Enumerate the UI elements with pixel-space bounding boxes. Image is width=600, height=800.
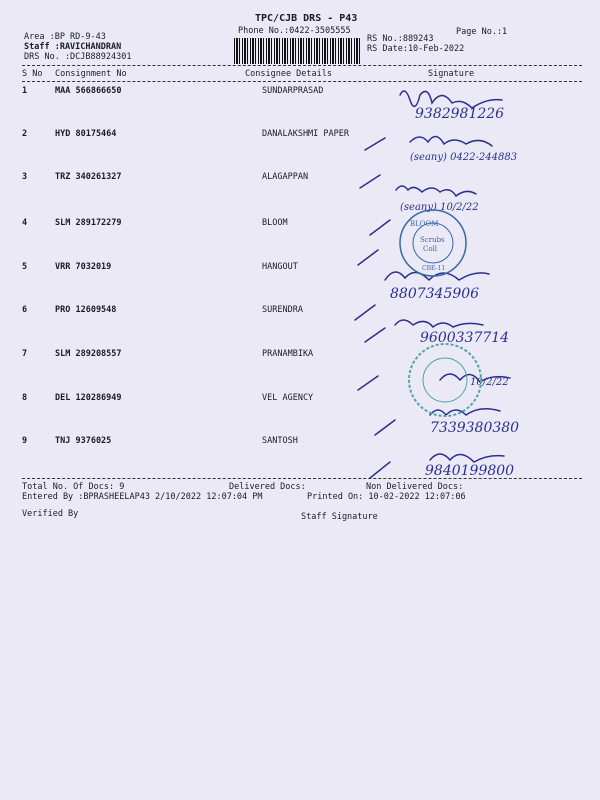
- stamp-text: Coll: [423, 245, 438, 253]
- col-sno: S No: [22, 69, 43, 79]
- row-sno: 7: [22, 349, 28, 359]
- row-sno: 4: [22, 218, 28, 228]
- row-sno: 9: [22, 436, 28, 446]
- stamp-text: BLOOM: [410, 220, 439, 228]
- handwritten-signatures: [330, 80, 600, 490]
- signature-text: 9382981226: [415, 106, 505, 122]
- non-delivered-docs: Non Delivered Docs:: [366, 482, 464, 492]
- page-number: Page No.:1: [456, 27, 508, 37]
- row-consignment: MAA 566866650: [55, 86, 122, 96]
- row-consignee: SURENDRA: [262, 305, 303, 315]
- row-consignment: SLM 289172279: [55, 218, 122, 228]
- rs-number: RS No.:889243: [367, 34, 434, 44]
- sheet-title: TPC/CJB DRS - P43: [255, 13, 358, 24]
- signature-text: (seany) 10/2/22: [400, 202, 479, 213]
- row-consignment: PRO 12609548: [55, 305, 117, 315]
- entered-by: Entered By :BPRASHEELAP43 2/10/2022 12:07:04 PM: [22, 492, 263, 502]
- area-label: Area :BP RD-9-43: [24, 32, 106, 42]
- row-sno: 6: [22, 305, 28, 315]
- header-divider: [22, 65, 582, 66]
- row-consignment: VRR 7032019: [55, 262, 112, 272]
- row-consignment: TRZ 340261327: [55, 172, 122, 182]
- signature-text: 9600337714: [420, 330, 510, 346]
- delivered-docs: Delivered Docs:: [229, 482, 306, 492]
- staff-signature: Staff Signature: [301, 512, 378, 522]
- drs-number: DRS No. :DCJB88924301: [24, 52, 132, 62]
- barcode: [234, 38, 360, 64]
- row-consignee: PRANAMBIKA: [262, 349, 314, 359]
- row-consignee: HANGOUT: [262, 262, 298, 272]
- rs-date: RS Date:10-Feb-2022: [367, 44, 465, 54]
- row-consignee: ALAGAPPAN: [262, 172, 309, 182]
- col-consignee: Consignee Details: [245, 69, 332, 79]
- row-consignment: HYD 80175464: [55, 129, 117, 139]
- signature-text: 10/2/22: [470, 377, 509, 388]
- row-consignment: TNJ 9376025: [55, 436, 112, 446]
- staff-label: Staff :RAVICHANDRAN: [24, 42, 122, 52]
- row-sno: 2: [22, 129, 28, 139]
- stamp-text: Scrubs: [420, 236, 445, 244]
- row-sno: 5: [22, 262, 28, 272]
- signature-text: 7339380380: [430, 420, 520, 436]
- phone-number: Phone No.:0422-3505555: [238, 26, 351, 36]
- row-consignee: DANALAKSHMI PAPER: [262, 129, 349, 139]
- printed-on: Printed On: 10-02-2022 12:07:06: [307, 492, 466, 502]
- col-signature: Signature: [428, 69, 475, 79]
- row-consignee: SUNDARPRASAD: [262, 86, 324, 96]
- row-consignment: DEL 120286949: [55, 393, 122, 403]
- stamp-text: CBE-11: [422, 265, 446, 272]
- footer-divider: [22, 478, 582, 479]
- company-stamp: [405, 340, 485, 420]
- signature-text: 9840199800: [425, 463, 515, 479]
- col-consignment: Consignment No: [55, 69, 127, 79]
- row-sno: 1: [22, 86, 28, 96]
- signature-text: 8807345906: [390, 286, 480, 302]
- total-docs: Total No. Of Docs: 9: [22, 482, 125, 492]
- company-stamp: [396, 206, 470, 280]
- row-consignee: SANTOSH: [262, 436, 298, 446]
- row-sno: 3: [22, 172, 28, 182]
- row-consignment: SLM 289208557: [55, 349, 122, 359]
- row-sno: 8: [22, 393, 28, 403]
- signature-text: (seany) 0422-244883: [410, 152, 518, 163]
- verified-by: Verified By: [22, 509, 79, 519]
- row-consignee: BLOOM: [262, 218, 288, 228]
- row-consignee: VEL AGENCY: [262, 393, 314, 403]
